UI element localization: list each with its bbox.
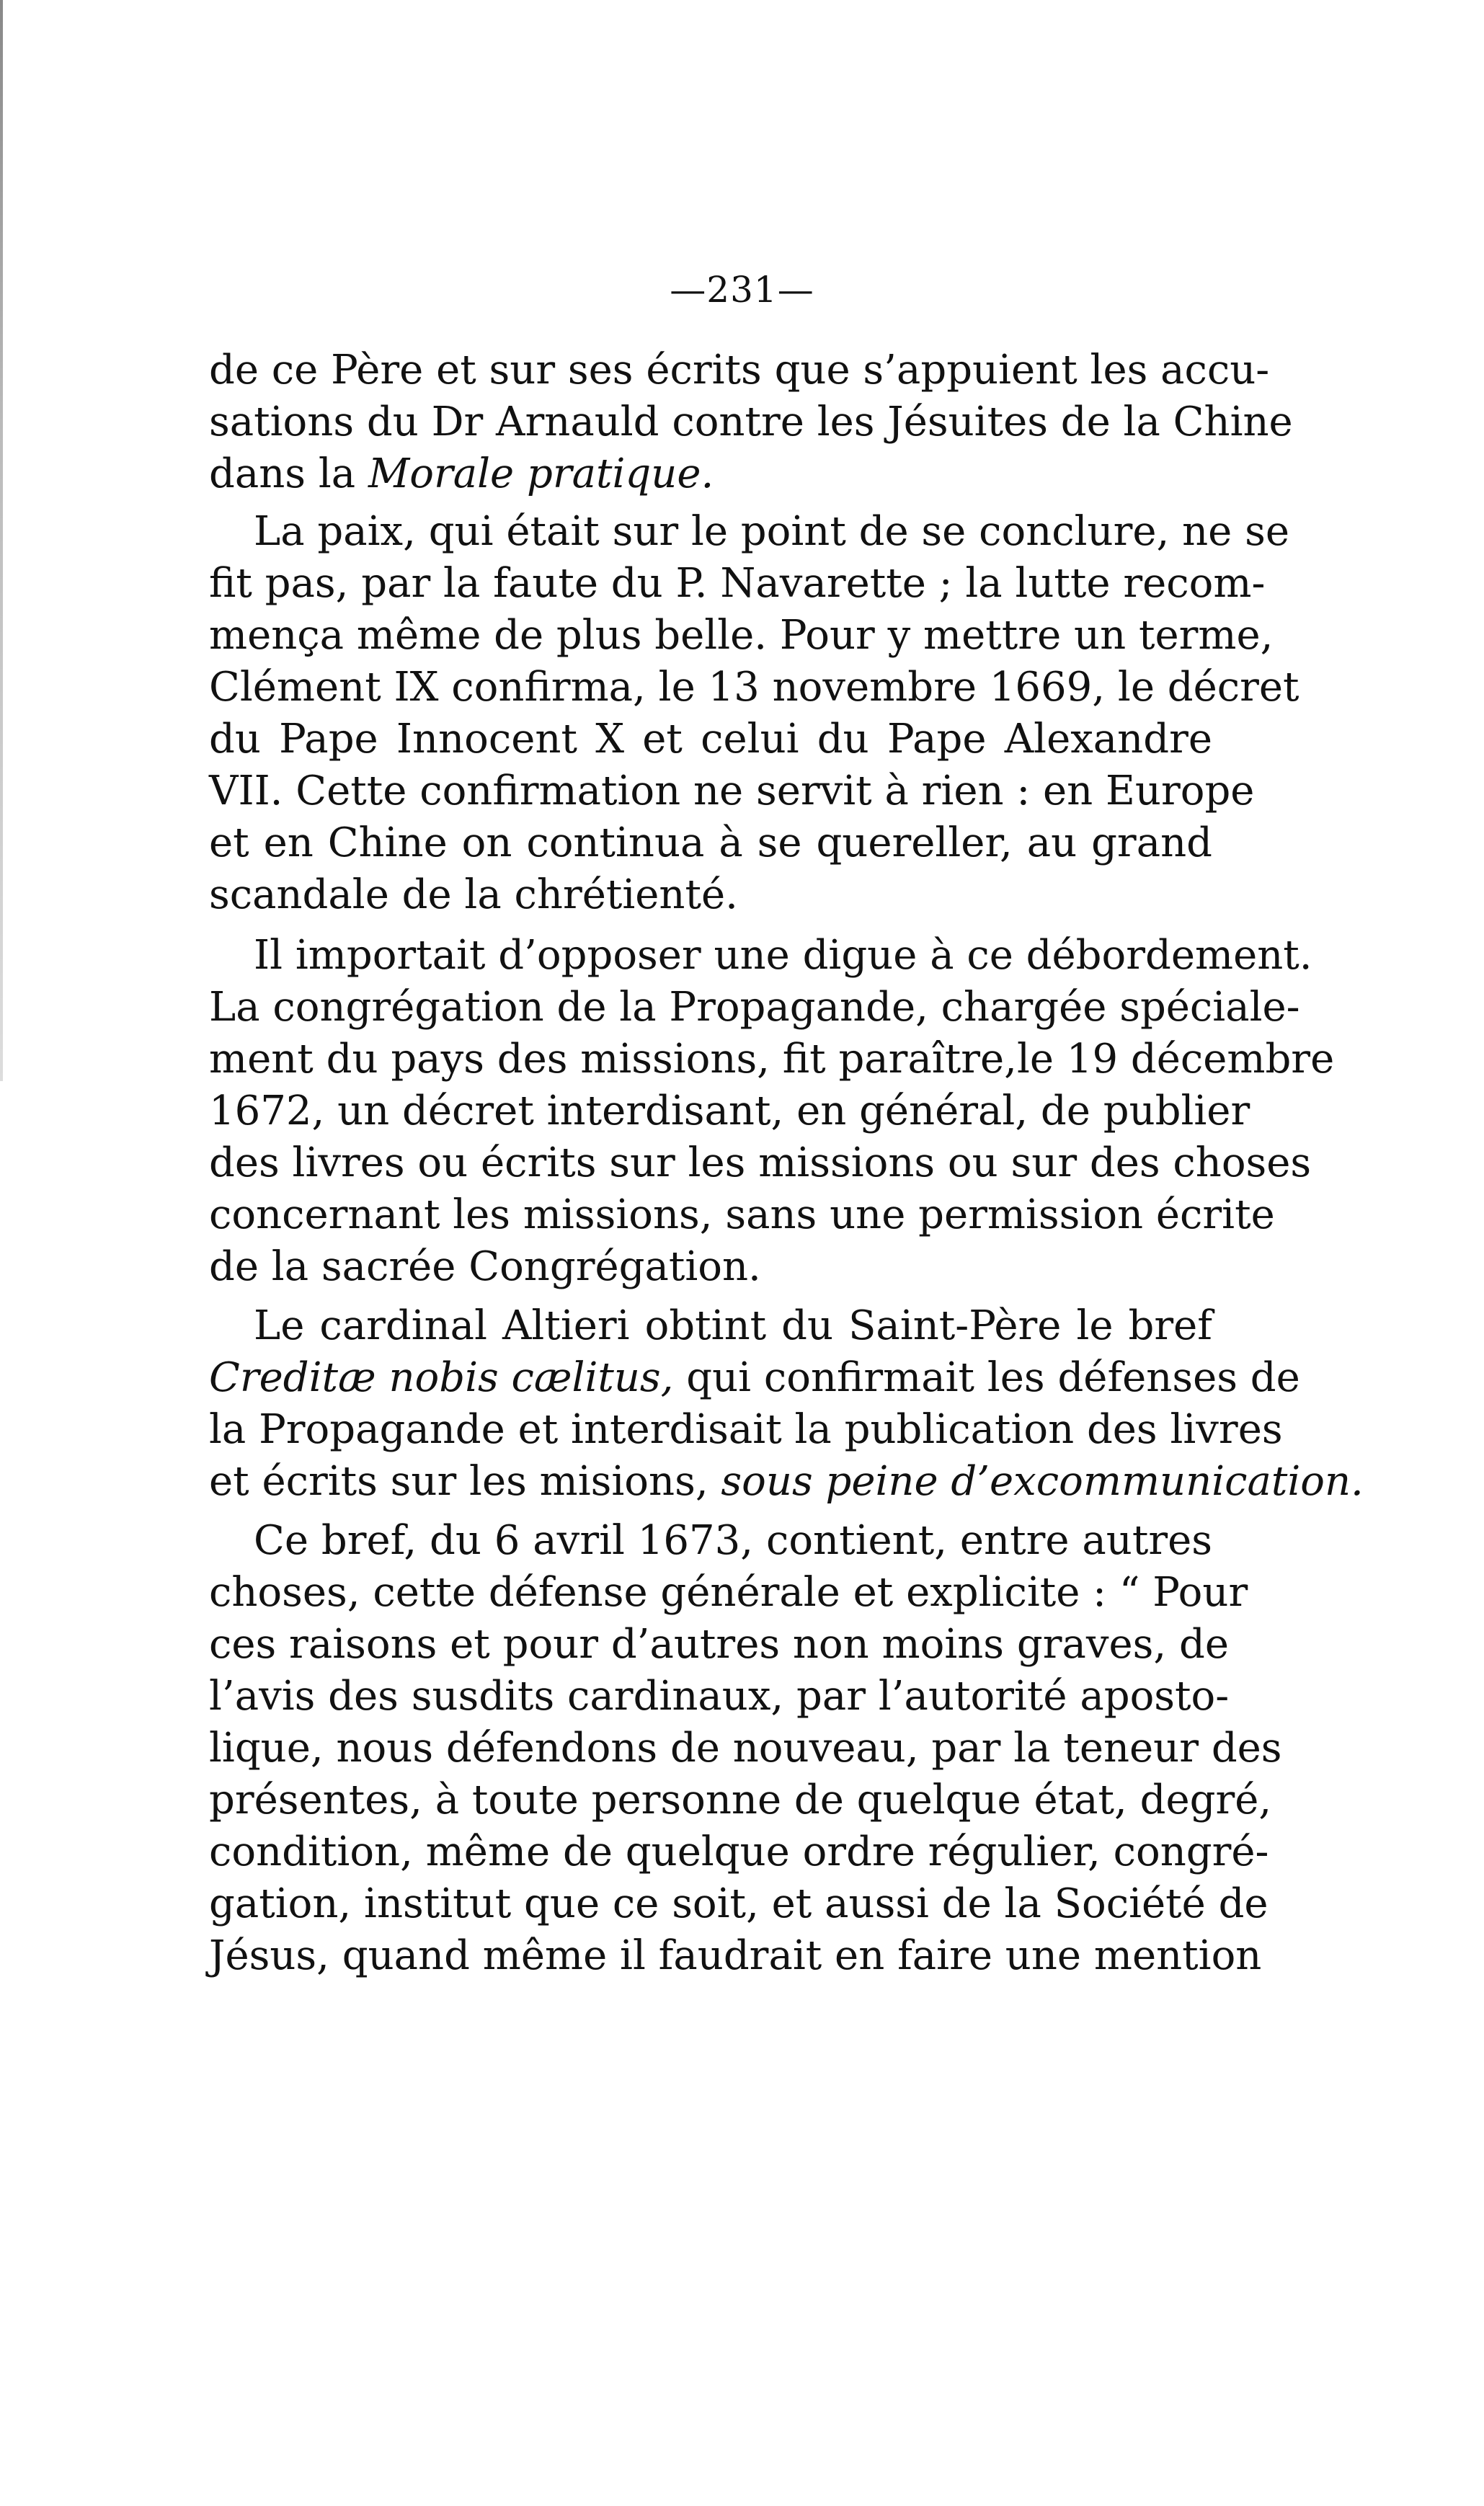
text-line: [209, 1774, 1272, 1826]
text-run: condition, même de quelque ordre régulier, congré-: [209, 1829, 1269, 1875]
text-line: [209, 1930, 1262, 1982]
italic-text: Creditæ nobis cælitus,: [209, 1354, 674, 1401]
text-line: [209, 1826, 1269, 1878]
text-line: [209, 1241, 1212, 1293]
text-line: [209, 1352, 1300, 1404]
text-run: ment du pays des missions, fit paraître,le 19 décembre: [209, 1036, 1335, 1083]
text-line: [209, 714, 1212, 765]
text-run: présentes, à toute personne de quelque état, degré,: [209, 1777, 1272, 1823]
text-line: [209, 1456, 1364, 1508]
text-run: choses, cette défense générale et explicite : “ Pour: [209, 1569, 1248, 1616]
text-run: mença même de plus belle. Pour y mettre un terme,: [209, 612, 1274, 659]
text-line: [209, 662, 1299, 714]
text-run: concernant les missions, sans une permission écrite: [209, 1191, 1275, 1238]
text-line: [209, 558, 1266, 610]
body-text: [209, 345, 1364, 1982]
text-line: [209, 506, 1289, 558]
text-run: Jésus, quand même il faudrait en faire une mention: [209, 1932, 1262, 1979]
text-line: [209, 1189, 1275, 1241]
text-run: sations du Dr Arnauld contre les Jésuites de la Chine: [209, 399, 1293, 445]
text-run: La paix, qui était sur le point de se conclure, ne se: [254, 508, 1289, 555]
paragraph: [209, 1300, 1364, 1508]
paragraph: [209, 930, 1335, 1293]
text-line: [209, 1723, 1282, 1774]
text-run: fit pas, par la faute du P. Navarette ; la lutte recom-: [209, 560, 1266, 607]
text-line: [209, 1567, 1248, 1619]
text-run: et en Chine on continua à se quereller, au grand: [209, 819, 1212, 866]
text-run: qui confirmait les défenses de: [673, 1354, 1300, 1401]
italic-text: Morale pratique.: [368, 450, 714, 497]
text-run: de ce Père et sur ses écrits que s’appuient les accu-: [209, 347, 1270, 394]
text-run: de la sacrée Congrégation.: [209, 1243, 761, 1290]
text-line: [209, 1404, 1283, 1456]
text-run: lique, nous défendons de nouveau, par la teneur des: [209, 1725, 1282, 1772]
page-number: —231—: [670, 269, 814, 311]
text-run: et écrits sur les misions,: [209, 1458, 721, 1505]
text-line: [209, 1878, 1268, 1930]
text-run: scandale de la chrétienté.: [209, 871, 738, 918]
text-line: [209, 1515, 1212, 1567]
text-line: [209, 610, 1274, 662]
text-run: 1672, un décret interdisant, en général, de publier: [209, 1088, 1250, 1134]
text-line: [209, 1619, 1229, 1671]
text-run: la Propagande et interdisait la publication des livres: [209, 1406, 1283, 1453]
text-run: des livres ou écrits sur les missions ou sur des choses: [209, 1139, 1312, 1186]
text-run: Il importait d’opposer une digue à ce débordement.: [254, 932, 1312, 979]
italic-text: sous peine d’excommunication.: [721, 1458, 1364, 1505]
text-line: [209, 817, 1212, 869]
text-line: [209, 982, 1300, 1034]
text-line: [209, 396, 1293, 448]
text-run: l’avis des susdits cardinaux, par l’autorité aposto-: [209, 1673, 1230, 1720]
text-line: [209, 930, 1312, 982]
text-line: [209, 1034, 1335, 1085]
text-line: [209, 869, 1212, 921]
paragraph: [209, 345, 1293, 500]
text-run: du Pape Innocent X et celui du Pape Alexandre: [209, 716, 1212, 763]
text-line: [209, 1085, 1250, 1137]
text-line: [209, 1671, 1230, 1723]
text-line: [209, 345, 1270, 396]
text-run: Clément IX confirma, le 13 novembre 1669, le décret: [209, 664, 1299, 711]
paragraph: [209, 506, 1299, 921]
text-run: dans la: [209, 450, 368, 497]
text-run: Le cardinal Altieri obtint du Saint-Père le bref: [254, 1302, 1212, 1349]
text-run: ces raisons et pour d’autres non moins graves, de: [209, 1621, 1229, 1668]
text-line: [209, 1300, 1212, 1352]
text-line: [209, 1137, 1312, 1189]
paragraph: [209, 1515, 1282, 1982]
text-run: gation, institut que ce soit, et aussi de la Société de: [209, 1880, 1268, 1927]
text-line: [209, 765, 1255, 817]
text-run: VII. Cette confirmation ne servit à rien : en Europe: [209, 768, 1255, 814]
text-run: La congrégation de la Propagande, chargée spéciale-: [209, 984, 1300, 1031]
text-line: [209, 448, 1212, 500]
text-run: Ce bref, du 6 avril 1673, contient, entre autres: [254, 1517, 1212, 1564]
page-edge-shadow: [0, 0, 3, 1081]
